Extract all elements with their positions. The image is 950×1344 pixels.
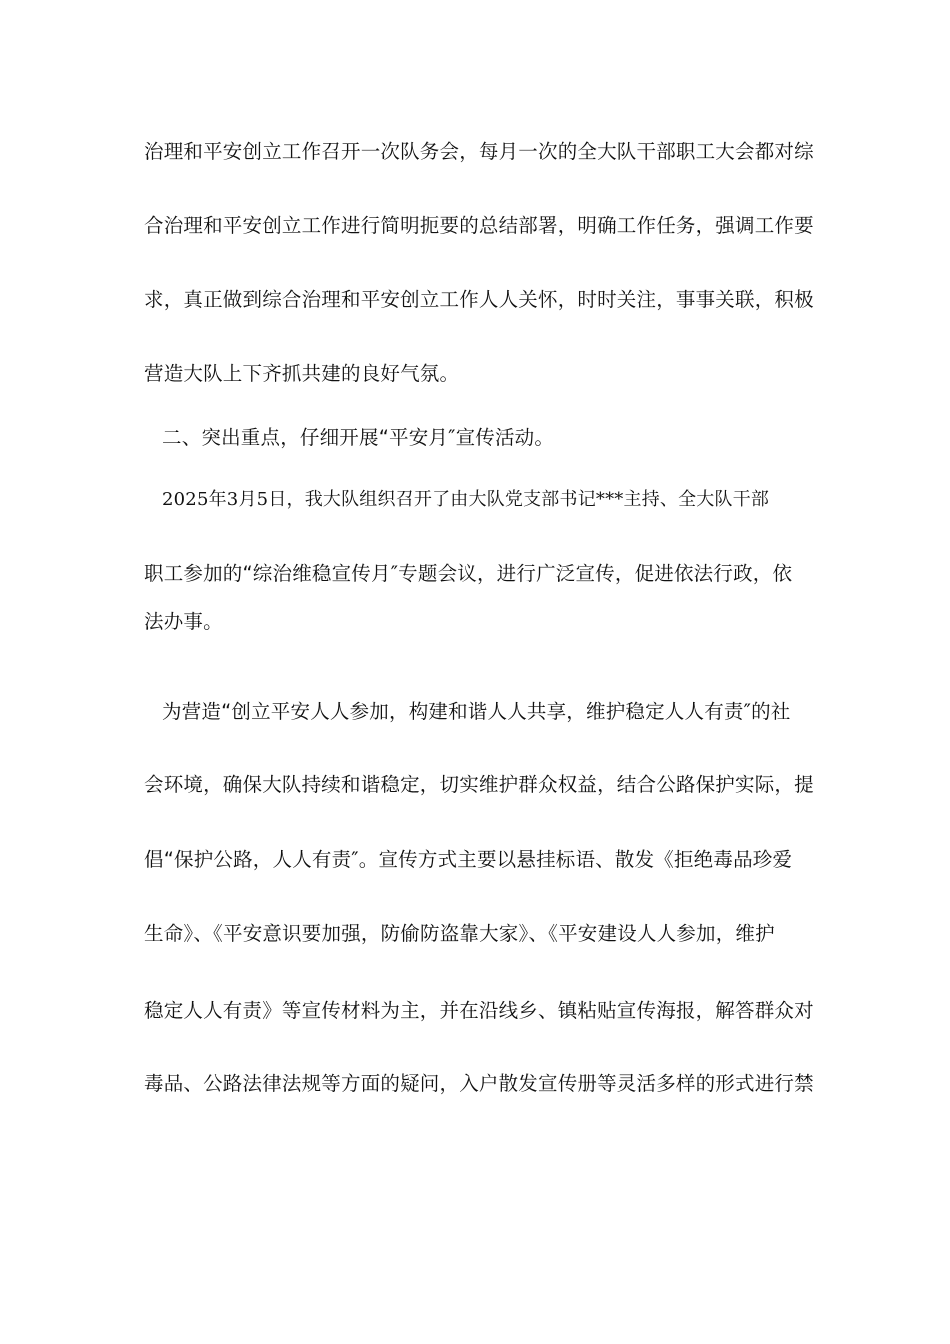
paragraph-line-9: 为营造“创立平安人人参加，构建和谐人人共享，维护稳定人人有责″的社 bbox=[162, 700, 791, 723]
paragraph-line-7: 职工参加的“综治维稳宣传月″专题会议，进行广泛宣传，促进依法行政，依 bbox=[144, 562, 793, 585]
paragraph-line-11: 倡“保护公路，人人有责″。宣传方式主要以悬挂标语、散发《拒绝毒品珍爱 bbox=[144, 848, 793, 871]
paragraph-line-12: 生命》、《平安意识要加强，防偷防盗靠大家》、《平安建设人人参加，维护 bbox=[144, 922, 775, 945]
paragraph-line-13: 稳定人人有责》等宣传材料为主，并在沿线乡、镇粘贴宣传海报，解答群众对 bbox=[144, 999, 814, 1022]
section-heading: 二、突出重点，仔细开展“平安月″宣传活动。 bbox=[162, 426, 555, 449]
paragraph-line-14: 毒品、公路法律法规等方面的疑问，入户散发宣传册等灵活多样的形式进行禁 bbox=[144, 1072, 814, 1095]
paragraph-line-4: 营造大队上下齐抓共建的良好气氛。 bbox=[144, 362, 460, 385]
paragraph-line-10: 会环境，确保大队持续和谐稳定，切实维护群众权益，结合公路保护实际，提 bbox=[144, 773, 814, 796]
paragraph-line-6: 2025年3月5日，我大队组织召开了由大队党支部书记***主持、全大队干部 bbox=[162, 489, 770, 510]
paragraph-line-1: 治理和平安创立工作召开一次队务会，每月一次的全大队干部职工大会都对综 bbox=[144, 140, 814, 163]
paragraph-line-8: 法办事。 bbox=[144, 610, 223, 633]
paragraph-line-3: 求，真正做到综合治理和平安创立工作人人关怀，时时关注，事事关联，积极 bbox=[144, 288, 814, 311]
paragraph-line-2: 合治理和平安创立工作进行简明扼要的总结部署，明确工作任务，强调工作要 bbox=[144, 214, 814, 237]
